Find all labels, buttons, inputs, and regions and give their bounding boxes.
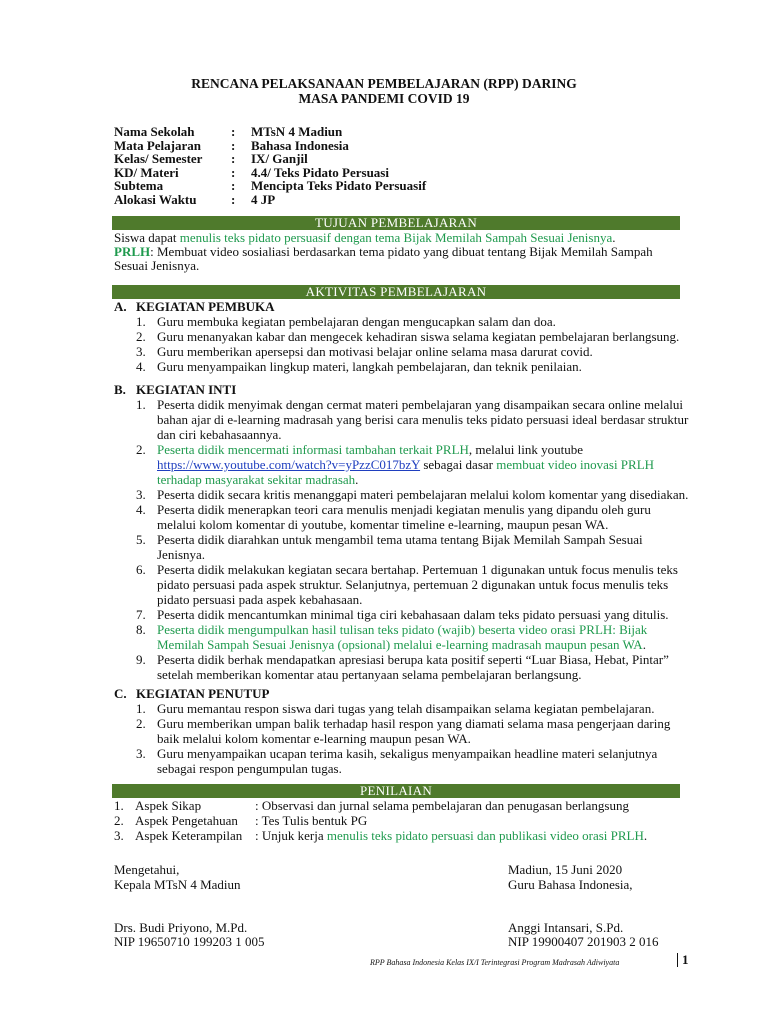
list-item: 6. Peserta didik melakukan kegiatan secara bertahap. Pertemuan 1 digunakan untuk focus menulis teks pidato persuasi pada aspek struktur. Selanjutnya, pertemuan 2 digunakan untuk focus menulis teks pidato persuasi pada aspek kebahasaan. — [136, 562, 678, 607]
signature-right-line1: Madiun, 15 Juni 2020 — [508, 862, 623, 877]
signature-left-line1: Mengetahui, — [114, 862, 180, 877]
page-number: 1 — [682, 952, 689, 967]
identity-row-time: Alokasi Waktu : 4 JP — [114, 191, 276, 207]
list-item: 5. Peserta didik diarahkan untuk mengambil tema utama tentang Bijak Memilah Sampah Sesuai Jenisnya. — [136, 532, 643, 562]
list-item: 2. Guru menanyakan kabar dan mengecek kehadiran siswa selama kegiatan pembelajaran berlangsung. — [136, 329, 680, 344]
youtube-link[interactable]: https://www.youtube.com/watch?v=yPzzC017bzY — [157, 457, 421, 472]
list-item: 3. Guru memberikan apersepsi dan motivasi belajar online selama masa darurat covid. — [136, 344, 593, 359]
section-header-penilaian: PENILAIAN — [112, 784, 680, 798]
signature-right-line2: Guru Bahasa Indonesia, — [508, 877, 633, 892]
list-item: 3. Guru menyampaikan ucapan terima kasih, sekaligus menyampaikan headline materi selanjutnya sebagai respon pengumpulan tugas. — [136, 746, 658, 776]
kegiatan-inti-heading: B. KEGIATAN INTI — [114, 382, 237, 397]
kegiatan-pembuka-heading: A. KEGIATAN PEMBUKA — [114, 299, 275, 314]
tujuan-line1: Siswa dapat menulis teks pidato persuasif dengan tema Bijak Memilah Sampah Sesuai Jenisnya. — [114, 230, 616, 245]
list-item: 8. Peserta didik mengumpulkan hasil tulisan teks pidato (wajib) beserta video orasi PRLH: Bijak Memilah Sampah Sesuai Jenisnya (opsional) melalui e-learning madrasah maupun pesan WA. — [136, 622, 648, 652]
identity-row-subject: Mata Pelajaran : Bahasa Indonesia — [114, 137, 349, 153]
doc-title-line1: RENCANA PELAKSANAAN PEMBELAJARAN (RPP) DARING — [191, 76, 577, 91]
section-header-aktivitas: AKTIVITAS PEMBELAJARAN — [112, 285, 680, 299]
penutup-list — [136, 701, 690, 776]
list-item: 3. Peserta didik secara kritis menanggapi materi pembelajaran melalui kolom komentar yang disediakan. — [136, 487, 689, 502]
pembuka-list — [136, 314, 690, 374]
signature-left-line2: Kepala MTsN 4 Madiun — [114, 877, 241, 892]
page-footer: RPP Bahasa Indonesia Kelas IX/I Terintegrasi Program Madrasah Adiwiyata — [370, 958, 620, 967]
tujuan-prlh: PRLH: Membuat video sosialiasi berdasarkan tema pidato yang dibuat tentang Bijak Memilah Sampah — [114, 244, 653, 259]
doc-title-line2: MASA PANDEMI COVID 19 — [298, 91, 470, 106]
identity-row-subtheme: Subtema : Mencipta Teks Pidato Persuasif — [114, 178, 427, 194]
penilaian-list — [114, 798, 689, 843]
identity-row-class: Kelas/ Semester : IX/ Ganjil — [114, 151, 308, 167]
list-item: 7. Peserta didik mencantumkan minimal tiga ciri kebahasaan dalam teks pidato persuasi yang ditulis. — [136, 607, 669, 622]
signature-right-name: Anggi Intansari, S.Pd. — [508, 920, 624, 935]
identity-row-kd: KD/ Materi : 4.4/ Teks Pidato Persuasi — [114, 164, 389, 180]
kegiatan-penutup-heading: C. KEGIATAN PENUTUP — [114, 686, 270, 701]
inti-list — [136, 397, 690, 682]
signature-left-nip: NIP 19650710 199203 1 005 — [114, 934, 265, 949]
signature-left-name: Drs. Budi Priyono, M.Pd. — [114, 920, 248, 935]
list-item: 1. Guru membuka kegiatan pembelajaran dengan mengucapkan salam dan doa. — [136, 314, 556, 329]
list-item: 3. Aspek Keterampilan : Unjuk kerja menulis teks pidato persuasi dan publikasi video orasi PRLH. — [114, 828, 648, 843]
tujuan-prlh-cont: Sesuai Jenisnya. — [114, 258, 200, 273]
list-item: 4. Guru menyampaikan lingkup materi, langkah pembelajaran, dan teknik penilaian. — [136, 359, 582, 374]
list-item: 2. Peserta didik mencermati informasi tambahan terkait PRLH, melalui link youtube https://www.youtube.com/watch?v=yPzzC017bzY sebagai dasar membuat video inovasi PRLH terhadap masyarakat sekitar madrasah. — [136, 442, 655, 487]
list-item: 1. Guru memantau respon siswa dari tugas yang telah disampaikan selama kegiatan pembelajaran. — [136, 701, 655, 716]
identity-table — [114, 125, 426, 207]
list-item: 9. Peserta didik berhak mendapatkan apresiasi berupa kata positif seperti “Luar Biasa, Hebat, Pintar” setelah memberikan komentar atau pertanyaan selama pembelajaran berlangsung. — [136, 652, 669, 682]
footer-divider — [677, 953, 678, 967]
identity-row-school: Nama Sekolah : MTsN 4 Madiun — [114, 124, 343, 139]
list-item: 1. Peserta didik menyimak dengan cermat materi pembelajaran yang disampaikan secara online melalui bahan ajar di e-learning madrasah yang berisi cara menulis teks pidato persuasi ideal berdasar struktur dan ciri kebahasaannya. — [136, 397, 689, 442]
list-item: 4. Peserta didik menerapkan teori cara menulis menjadi kegiatan menulis yang dipandu oleh guru melalui kolom komentar di youtube, komentar timeline e-learning, maupun pesan WA. — [136, 502, 651, 532]
section-header-tujuan: TUJUAN PEMBELAJARAN — [112, 216, 680, 230]
list-item: 2. Aspek Pengetahuan : Tes Tulis bentuk PG — [114, 813, 368, 828]
list-item: 2. Guru memberikan umpan balik terhadap hasil respon yang diamati selama masa pengerjaan daring baik melalui kolom komentar e-learning maupun pesan WA. — [136, 716, 671, 746]
signature-right-nip: NIP 19900407 201903 2 016 — [508, 934, 659, 949]
list-item: 1. Aspek Sikap : Observasi dan jurnal selama pembelajaran dan penugasan berlangsung — [114, 798, 629, 813]
